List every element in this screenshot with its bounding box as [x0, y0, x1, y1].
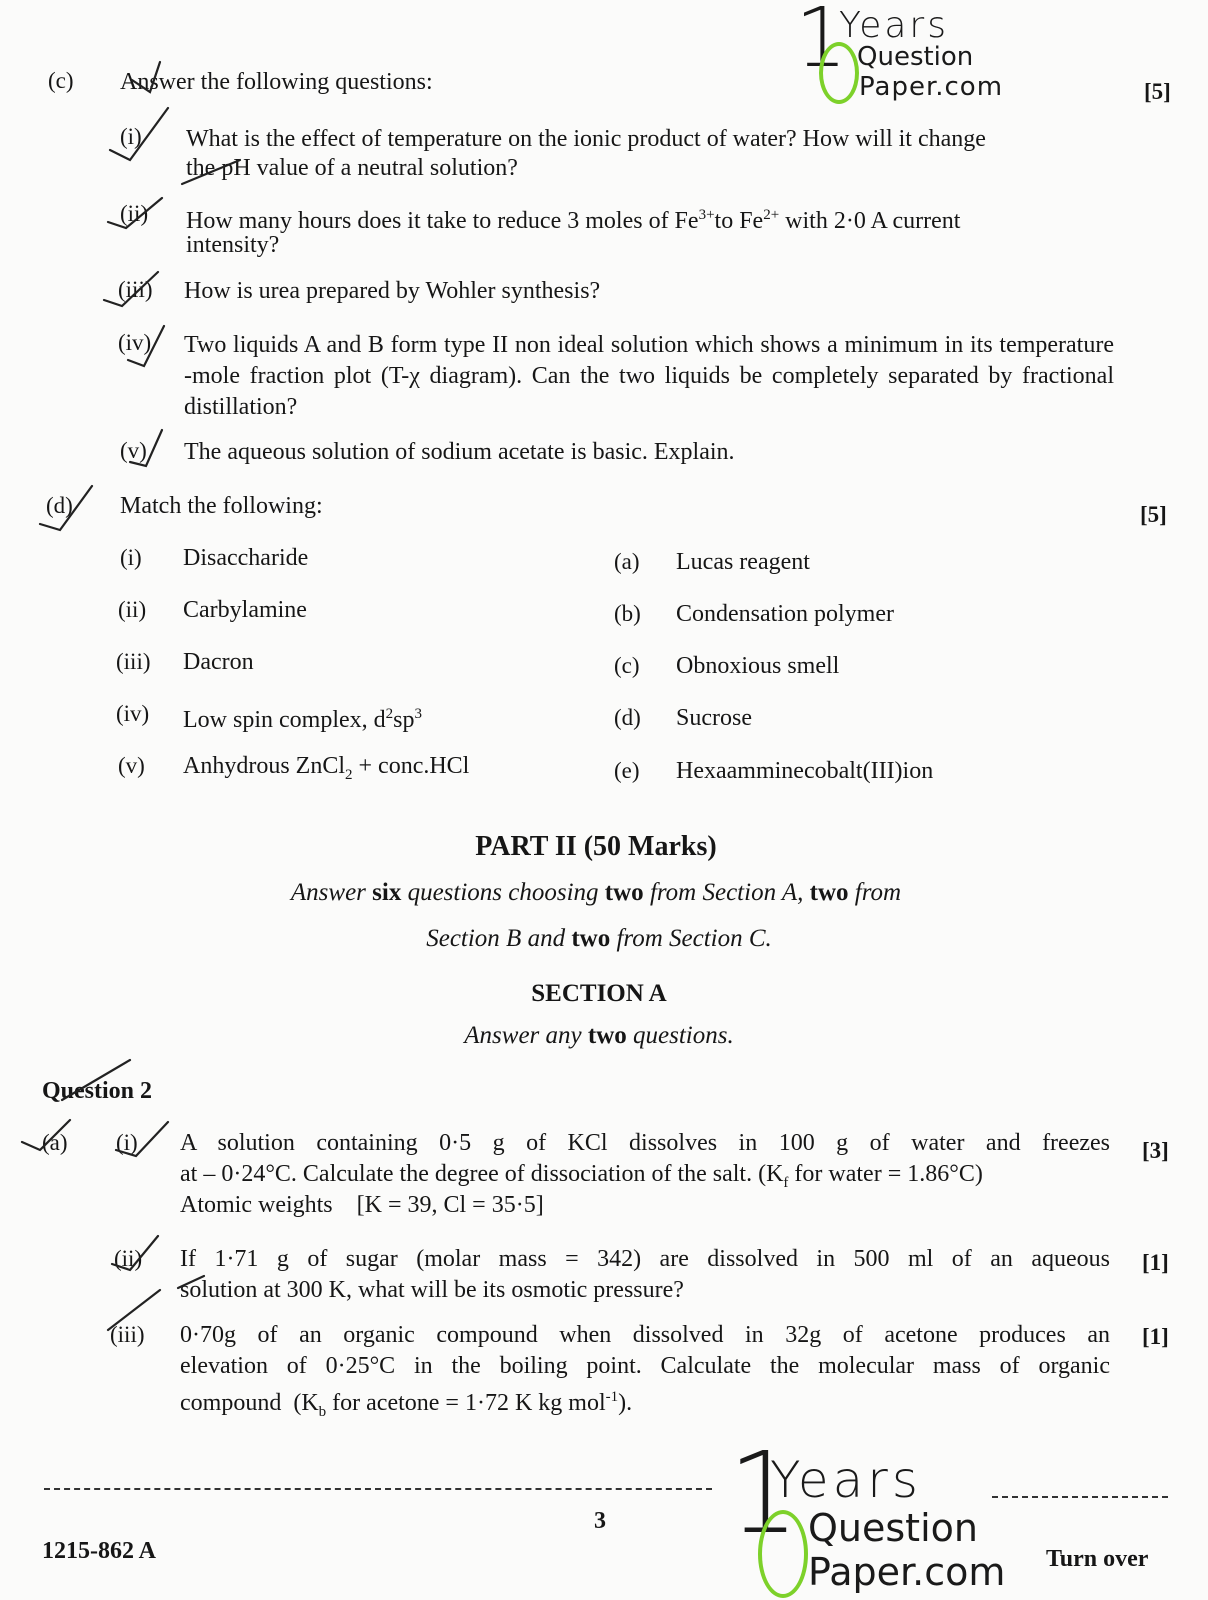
footer-rule-left — [44, 1488, 712, 1490]
footer-rule-right — [992, 1496, 1168, 1498]
question-d-marks: [5] — [1140, 502, 1167, 527]
zncl-subscript: 2 — [345, 766, 353, 783]
q2-ii-num: (ii) — [114, 1246, 143, 1271]
instr-two: two — [587, 1022, 627, 1049]
match-left-i-num: (i) — [120, 545, 142, 570]
logo-years-text: Years — [770, 1451, 922, 1509]
match-left-i-text: Disaccharide — [183, 545, 309, 571]
question-c-heading: Answer the following questions: — [120, 69, 433, 95]
instr-text: from — [848, 879, 902, 906]
q2-i-line3: Atomic weights [K = 39, Cl = 35·5] — [180, 1192, 544, 1218]
c-item-ii-num: (ii) — [120, 201, 149, 226]
match-left-v-text — [183, 751, 469, 790]
conc-hcl-text: + conc.HCl — [352, 753, 470, 779]
instr-text: Answer any — [464, 1022, 588, 1049]
q2-part-a-label: (a) — [42, 1130, 68, 1155]
site-logo-bottom — [728, 1429, 1006, 1597]
c-item-iii-num: (iii) — [118, 277, 153, 302]
logo-digit-one: 1 — [728, 1429, 800, 1559]
logo-green-zero — [819, 42, 859, 104]
match-left-iv-num: (iv) — [116, 701, 150, 726]
low-spin-text: Low spin complex, d — [183, 707, 386, 733]
instr-text: Section B and — [426, 925, 572, 952]
q2-ii-line2: solution at 300 K, what will be its osmotic pressure? — [180, 1277, 684, 1303]
instr-two: two — [809, 879, 849, 906]
question-c-marks: [5] — [1144, 79, 1171, 104]
c-item-iii-line1: How is urea prepared by Wohler synthesis? — [184, 278, 601, 304]
q2-ii-line1: If 1·71 g of sugar (molar mass = 342) are dissolved in 500 ml of an aqueous — [180, 1246, 1110, 1272]
logo-years-text: Years — [839, 5, 949, 46]
logo-green-zero — [758, 1510, 808, 1598]
d2-superscript: 2 — [385, 706, 394, 722]
match-left-ii-num: (ii) — [118, 597, 147, 622]
match-left-ii-text: Carbylamine — [183, 597, 307, 623]
logo-question-text: Question — [808, 1506, 978, 1550]
section-a-instruction — [0, 1020, 1203, 1052]
q2-iii-line3 — [180, 1382, 632, 1427]
q2-i-line2-text: at – 0·24°C. Calculate the degree of dissociation of the salt. (K — [180, 1161, 784, 1187]
q2-iii-line3-text: compound (K — [180, 1390, 319, 1416]
c-item-v-line1: The aqueous solution of sodium acetate is basic. Explain. — [184, 439, 735, 465]
logo-question-text: Question — [857, 42, 974, 72]
question-d-label: (d) — [46, 493, 73, 518]
question-d-heading: Match the following: — [120, 493, 323, 519]
match-right-d-num: (d) — [614, 705, 641, 730]
c-item-ii-text-b: to Fe — [714, 208, 764, 234]
kb-subscript: b — [318, 1403, 327, 1420]
match-right-a-num: (a) — [614, 549, 640, 574]
match-left-iii-text: Dacron — [183, 649, 254, 675]
section-a-title: SECTION A — [531, 980, 667, 1007]
q2-i-line2-rest: for water = 1.86°C) — [788, 1161, 983, 1187]
q2-iii-line1: 0·70g of an organic compound when dissolved in 32g of acetone produces an — [180, 1322, 1110, 1348]
q2-iii-marks: [1] — [1142, 1324, 1169, 1349]
zncl-text: Anhydrous ZnCl — [183, 753, 345, 779]
q2-iii-line3-end: ). — [618, 1390, 633, 1416]
turn-over: Turn over — [1046, 1546, 1149, 1572]
c-item-i-line2: the pH value of a neutral solution? — [186, 155, 518, 181]
q2-ii-marks: [1] — [1142, 1250, 1169, 1275]
match-right-a-text: Lucas reagent — [676, 549, 810, 575]
q2-iii-line2: elevation of 0·25°C in the boiling point. Calculate the molecular mass of organic — [180, 1353, 1110, 1379]
instr-text: from Section C. — [610, 925, 772, 952]
part-two-instruction-line2 — [0, 923, 1203, 955]
part-two-instruction-line1 — [0, 877, 1200, 909]
q2-i-num: (i) — [116, 1130, 138, 1155]
match-right-c-num: (c) — [614, 653, 640, 678]
c-item-iv-num: (iv) — [118, 330, 152, 355]
part-two-title: PART II (50 Marks) — [475, 831, 717, 862]
logo-digit-one: 1 — [795, 0, 848, 86]
mol-superscript: -1 — [605, 1389, 619, 1405]
logo-paper-text: Paper.com — [859, 72, 1004, 102]
match-right-d-text: Sucrose — [676, 705, 752, 731]
question-2-title: Question 2 — [42, 1078, 153, 1104]
instr-text: Answer — [290, 879, 373, 906]
c-item-v-num: (v) — [120, 438, 147, 463]
q2-i-line1: A solution containing 0·5 g of KCl dissolves in 100 g of water and freezes — [180, 1130, 1110, 1156]
match-right-b-text: Condensation polymer — [676, 601, 894, 627]
c-item-ii-line2: intensity? — [186, 232, 280, 258]
instr-text: from Section A, — [643, 879, 810, 906]
paper-code: 1215-862 A — [42, 1538, 156, 1564]
instr-two: two — [571, 925, 611, 952]
instr-text: questions. — [626, 1022, 734, 1049]
fe2-superscript: 2+ — [763, 207, 780, 223]
c-item-i-num: (i) — [120, 124, 142, 149]
q2-i-marks: [3] — [1142, 1138, 1169, 1163]
instr-two: two — [604, 879, 644, 906]
match-right-e-num: (e) — [614, 758, 640, 783]
kf-subscript: f — [783, 1174, 789, 1191]
match-left-iv-text — [183, 699, 422, 735]
sp3-superscript: 3 — [414, 706, 422, 722]
question-c-label: (c) — [48, 68, 74, 93]
logo-paper-text: Paper.com — [808, 1550, 1006, 1594]
match-left-iii-num: (iii) — [116, 649, 151, 674]
match-right-e-text: Hexaamminecobalt(III)ion — [676, 758, 934, 784]
sp-text: sp — [393, 707, 415, 733]
c-item-ii-text-c: with 2·0 A current — [779, 208, 961, 234]
match-left-v-num: (v) — [118, 753, 145, 778]
instr-six: six — [372, 879, 402, 906]
q2-iii-line3-rest: for acetone = 1·72 K kg mol — [326, 1390, 606, 1416]
c-item-iv-text: Two liquids A and B form type II non ideal solution which shows a minimum in its temperature -mole fraction plot (T-χ diagram). Can the two liquids be completely separated by fractional distillation? — [184, 332, 1114, 420]
c-item-ii-line1 — [186, 200, 960, 236]
c-item-ii-text-a: How many hours does it take to reduce 3 moles of Fe — [186, 208, 699, 234]
match-right-c-text: Obnoxious smell — [676, 653, 840, 679]
instr-text: questions choosing — [401, 879, 605, 906]
c-item-i-line1: What is the effect of temperature on the ionic product of water? How will it change — [186, 126, 986, 152]
match-right-b-num: (b) — [614, 601, 641, 626]
site-logo-top — [795, 2, 1035, 104]
page-number: 3 — [594, 1508, 606, 1534]
q2-iii-num: (iii) — [110, 1322, 145, 1347]
fe3-superscript: 3+ — [698, 207, 715, 223]
